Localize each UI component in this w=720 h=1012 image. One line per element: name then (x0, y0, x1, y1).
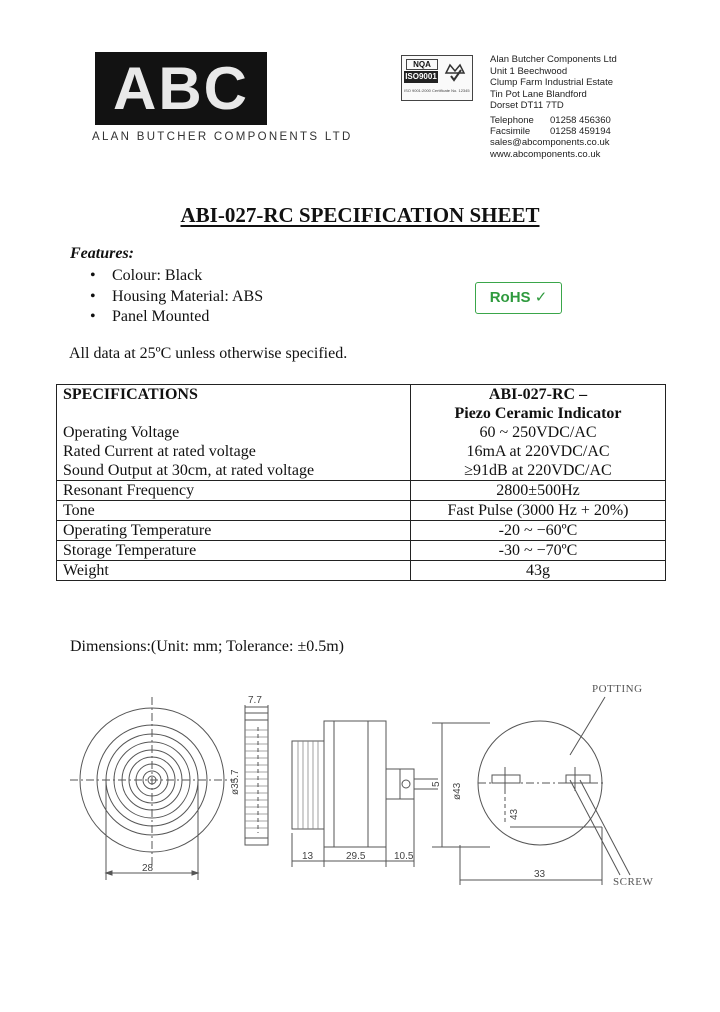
spec-label: Rated Current at rated voltage (57, 442, 411, 461)
spec-value: ≥91dB at 220VDC/AC (411, 461, 666, 481)
potting-label: POTTING (592, 683, 643, 695)
company-contact (490, 115, 611, 160)
dim-label-29-5: 29.5 (346, 851, 366, 862)
company-address (490, 54, 617, 112)
dim-label-35-7: ø35.7 (230, 769, 241, 795)
address-line: Alan Butcher Components Ltd (490, 54, 617, 65)
table-header-specifications: SPECIFICATIONS (57, 385, 411, 405)
dimension-drawing (60, 675, 670, 895)
feature-item: • Panel Mounted (90, 307, 263, 328)
table-header-model: ABI-027-RC – (411, 385, 666, 405)
dimensions-caption: Dimensions:(Unit: mm; Tolerance: ±0.5m) (70, 638, 344, 655)
spec-value: 60 ~ 250VDC/AC (411, 423, 666, 442)
specification-table (56, 384, 666, 581)
dim-label-10-5: 10.5 (394, 851, 414, 862)
table-row (57, 541, 666, 561)
email-link[interactable]: sales@abcomponents.co.uk (490, 137, 610, 149)
spec-value: 2800±500Hz (411, 481, 666, 501)
dim-label-33: 33 (534, 869, 546, 880)
conditions-note: All data at 25ºC unless otherwise specified. (69, 345, 348, 362)
ukas-crown-icon (442, 59, 468, 85)
rohs-label: RoHS (489, 289, 531, 306)
table-row (57, 461, 666, 481)
body-side-view (292, 721, 438, 867)
spec-label: Operating Voltage (57, 423, 411, 442)
table-row (57, 501, 666, 521)
dim-label-28: 28 (142, 863, 154, 874)
spec-label: Resonant Frequency (57, 481, 411, 501)
dim-label-5: 5 (431, 781, 442, 787)
spec-label: Operating Temperature (57, 521, 411, 541)
table-row (57, 442, 666, 461)
nut-side-view (245, 705, 268, 845)
spec-label: Sound Output at 30cm, at rated voltage (57, 461, 411, 481)
spec-value: -30 ~ −70ºC (411, 541, 666, 561)
table-header-description: Piezo Ceramic Indicator (411, 404, 666, 423)
address-line: Unit 1 Beechwood (490, 65, 568, 77)
table-row (57, 481, 666, 501)
certificate-number: ISO 9001:2000 Certificate No. 12345 (404, 88, 470, 93)
spec-value: 43g (411, 561, 666, 581)
table-row (57, 423, 666, 442)
features-list (90, 266, 263, 328)
feature-item: • Colour: Black (90, 266, 263, 287)
telephone-label: Telephone (490, 115, 534, 126)
spec-label: Storage Temperature (57, 541, 411, 561)
address-line: Tin Pot Lane Blandford (490, 88, 587, 100)
nqa-mark: NQA (406, 59, 438, 70)
spec-label: Weight (57, 561, 411, 581)
page-title: ABI-027-RC SPECIFICATION SHEET (180, 203, 540, 227)
check-icon: ✓ (534, 289, 548, 306)
dim-label-13: 13 (302, 851, 314, 862)
dim-label-43-diameter: ø43 (452, 782, 463, 800)
logo-text: ABC (113, 55, 249, 122)
features-heading: Features: (70, 245, 134, 262)
spec-value: -20 ~ −60ºC (411, 521, 666, 541)
website-link[interactable]: www.abcomponents.co.uk (490, 148, 601, 160)
table-row (57, 561, 666, 581)
front-view (70, 697, 235, 880)
address-line: Clump Farm Industrial Estate (490, 77, 614, 89)
address-line: Dorset DT11 7TD (490, 100, 564, 112)
table-header-row (57, 385, 666, 405)
table-row (57, 521, 666, 541)
feature-item: • Housing Material: ABS (90, 287, 263, 308)
iso-certification-badge (401, 55, 473, 101)
facsimile-label: Facsimile (490, 126, 531, 138)
company-tagline: ALAN BUTCHER COMPONENTS LTD (92, 131, 353, 143)
telephone-number: 01258 456360 (550, 115, 611, 126)
spec-label: Tone (57, 501, 411, 521)
iso-label: ISO9001 (405, 72, 437, 81)
facsimile-number: 01258 459194 (550, 126, 611, 138)
spec-value: 16mA at 220VDC/AC (411, 442, 666, 461)
table-header-row (57, 404, 666, 423)
spec-value: Fast Pulse (3000 Hz + 20%) (411, 501, 666, 521)
rohs-badge (475, 282, 562, 314)
company-logo (95, 52, 267, 125)
screw-label: SCREW (613, 876, 654, 888)
dim-label-43: 43 (509, 808, 520, 820)
dim-label-7-7: 7.7 (248, 695, 262, 706)
